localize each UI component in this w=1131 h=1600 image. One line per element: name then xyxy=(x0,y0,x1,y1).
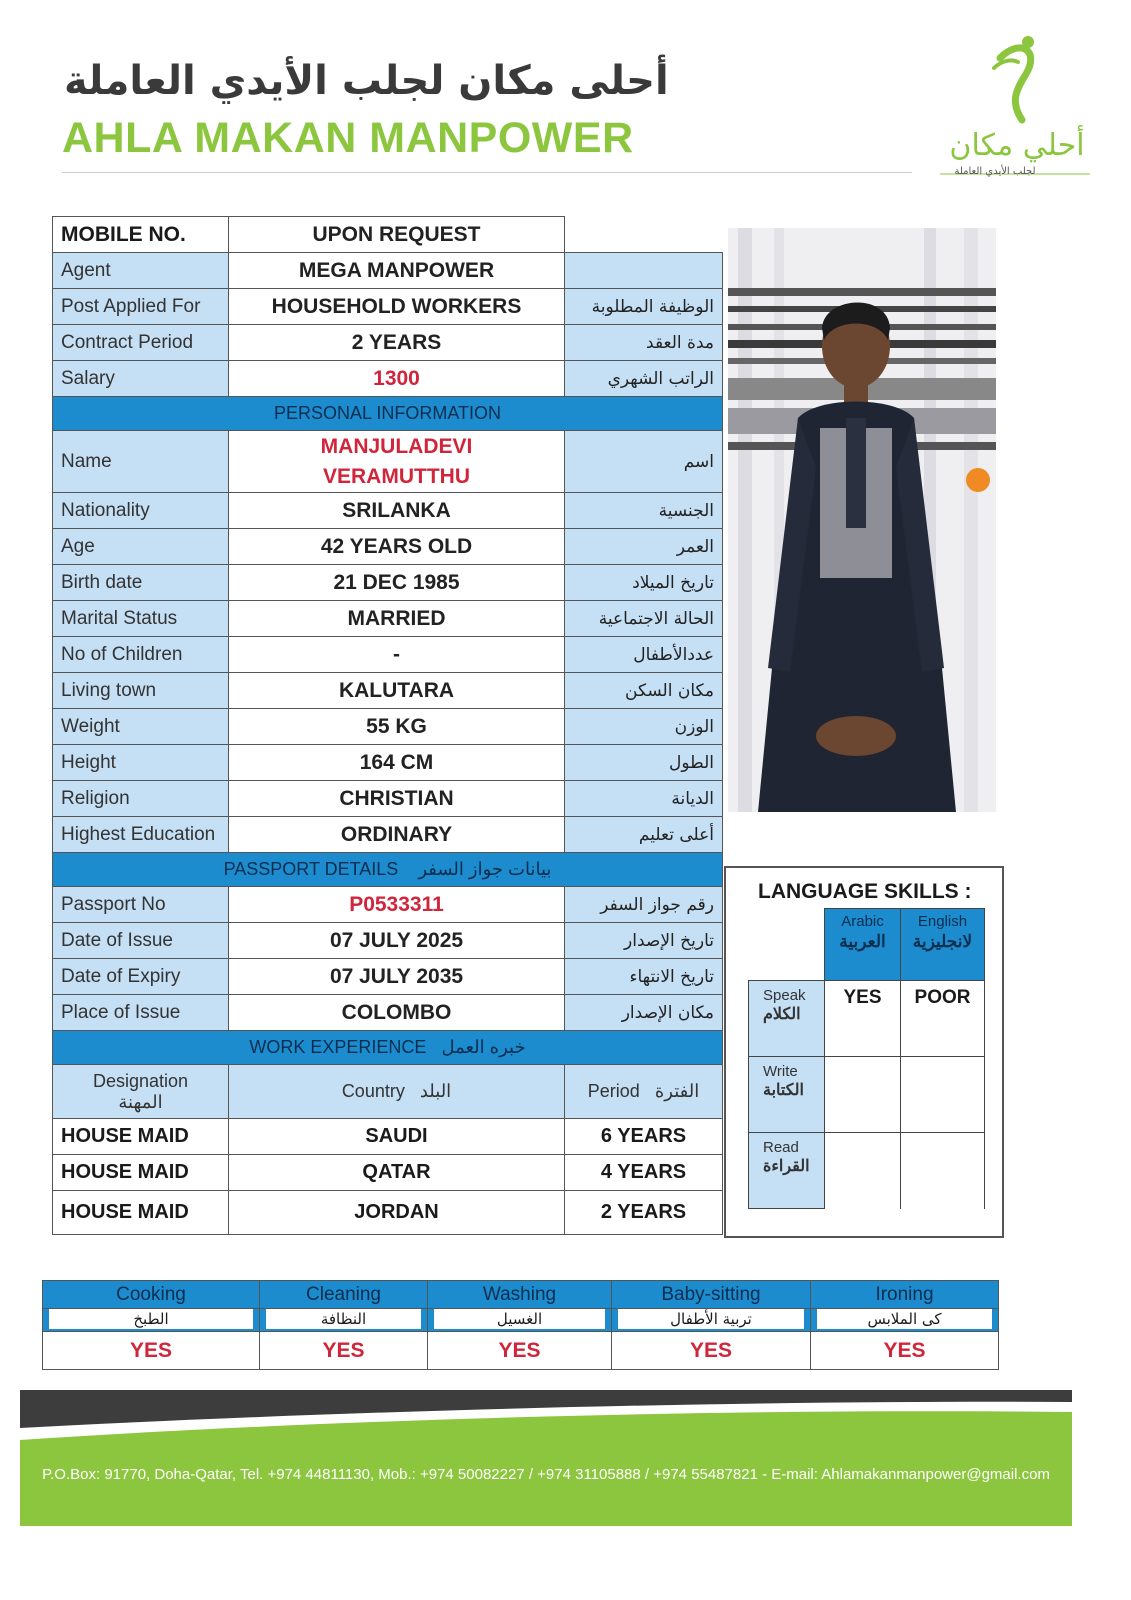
skill-name: Washing xyxy=(428,1281,612,1309)
work-designation: HOUSE MAID xyxy=(53,1191,229,1235)
name-line-1: MANJULADEVI xyxy=(320,434,473,458)
salary-label: Salary xyxy=(53,361,229,397)
issue-date-label: Date of Issue xyxy=(53,923,229,959)
work-period: 4 YEARS xyxy=(565,1155,723,1191)
skill-value: YES xyxy=(260,1332,428,1370)
skills-arabic-row xyxy=(43,1309,999,1332)
personal-section-title: PERSONAL INFORMATION xyxy=(53,397,723,431)
read-row-label xyxy=(749,1133,825,1209)
town-value: KALUTARA xyxy=(229,673,565,709)
designation-header: Designation xyxy=(92,1070,189,1091)
passport-section-header xyxy=(53,853,723,887)
passport-no-ar: رقم جواز السفر xyxy=(565,887,723,923)
skills-value-row xyxy=(43,1332,999,1370)
weight-value: 55 KG xyxy=(229,709,565,745)
education-ar: أعلى تعليم xyxy=(565,817,723,853)
expiry-date-ar: تاريخ الانتهاء xyxy=(565,959,723,995)
personal-section-header xyxy=(53,397,723,431)
issue-place-label: Place of Issue xyxy=(53,995,229,1031)
agent-row xyxy=(53,253,723,289)
skill-value: YES xyxy=(43,1332,260,1370)
candidate-photo xyxy=(728,228,996,812)
name-ar: اسم xyxy=(565,431,723,493)
name-label: Name xyxy=(53,431,229,493)
name-value xyxy=(229,431,565,493)
work-row xyxy=(53,1191,723,1235)
issue-place-ar: مكان الإصدار xyxy=(565,995,723,1031)
mobile-label: MOBILE NO. xyxy=(53,217,229,253)
birthdate-ar: تاريخ الميلاد xyxy=(565,565,723,601)
orange-dot-icon xyxy=(966,468,990,492)
work-section-title-ar: خبره العمل xyxy=(441,1037,526,1057)
issue-place-value: COLOMBO xyxy=(229,995,565,1031)
period-header-ar: الفترة xyxy=(654,1081,700,1101)
skill-value: YES xyxy=(612,1332,811,1370)
skill-name-ar: النظافة xyxy=(266,1309,421,1329)
designation-header-ar: المهنة xyxy=(118,1091,163,1112)
nationality-label: Nationality xyxy=(53,493,229,529)
skills-table xyxy=(42,1280,999,1370)
skill-value: YES xyxy=(811,1332,999,1370)
work-country: SAUDI xyxy=(229,1119,565,1155)
contract-ar: مدة العقد xyxy=(565,325,723,361)
arabic-header-en: Arabic xyxy=(841,913,884,930)
english-header-en: English xyxy=(917,913,968,930)
nationality-ar: الجنسية xyxy=(565,493,723,529)
salary-ar: الراتب الشهري xyxy=(565,361,723,397)
english-column-header xyxy=(901,909,985,981)
write-english-value xyxy=(901,1057,985,1133)
read-english-value xyxy=(901,1133,985,1209)
children-value: - xyxy=(229,637,565,673)
read-label: Read xyxy=(763,1139,799,1156)
personal-row xyxy=(53,493,723,529)
religion-value: CHRISTIAN xyxy=(229,781,565,817)
read-label-ar: القراءة xyxy=(763,1158,810,1175)
skill-name-ar: تربية الأطفال xyxy=(618,1309,804,1329)
work-period: 2 YEARS xyxy=(565,1191,723,1235)
personal-row xyxy=(53,745,723,781)
marital-value: MARRIED xyxy=(229,601,565,637)
speak-label-ar: الكلام xyxy=(763,1006,801,1023)
education-label: Highest Education xyxy=(53,817,229,853)
personal-row xyxy=(53,565,723,601)
write-arabic-value xyxy=(825,1057,901,1133)
cv-table xyxy=(52,216,723,1235)
nationality-value: SRILANKA xyxy=(229,493,565,529)
english-header-ar: لانجليزية xyxy=(912,932,973,951)
personal-row xyxy=(53,601,723,637)
mobile-value: UPON REQUEST xyxy=(229,217,565,253)
name-line-2: VERAMUTTHU xyxy=(323,464,470,488)
religion-ar: الديانة xyxy=(565,781,723,817)
weight-ar: الوزن xyxy=(565,709,723,745)
country-header-ar: البلد xyxy=(419,1081,452,1101)
footer-banner xyxy=(20,1390,1072,1526)
skill-name: Ironing xyxy=(811,1281,999,1309)
skill-value: YES xyxy=(428,1332,612,1370)
agent-value: MEGA MANPOWER xyxy=(229,253,565,289)
passport-row xyxy=(53,995,723,1031)
work-row xyxy=(53,1155,723,1191)
contract-row xyxy=(53,325,723,361)
children-ar: عددالأطفال xyxy=(565,637,723,673)
skill-name: Baby-sitting xyxy=(612,1281,811,1309)
speak-label: Speak xyxy=(763,987,806,1004)
personal-row xyxy=(53,673,723,709)
contract-label: Contract Period xyxy=(53,325,229,361)
skill-name-ar: الطبخ xyxy=(49,1309,253,1329)
passport-row xyxy=(53,959,723,995)
work-designation: HOUSE MAID xyxy=(53,1119,229,1155)
personal-row xyxy=(53,529,723,565)
town-label: Living town xyxy=(53,673,229,709)
skill-name: Cleaning xyxy=(260,1281,428,1309)
logo-arabic-text: أحلي مكان xyxy=(949,128,1085,163)
mobile-row xyxy=(53,217,723,253)
age-ar: العمر xyxy=(565,529,723,565)
personal-row xyxy=(53,709,723,745)
header-divider xyxy=(62,172,912,173)
age-label: Age xyxy=(53,529,229,565)
town-ar: مكان السكن xyxy=(565,673,723,709)
write-label: Write xyxy=(763,1063,798,1080)
post-value: HOUSEHOLD WORKERS xyxy=(229,289,565,325)
arabic-column-header xyxy=(825,909,901,981)
post-label: Post Applied For xyxy=(53,289,229,325)
birthdate-value: 21 DEC 1985 xyxy=(229,565,565,601)
work-section-header xyxy=(53,1031,723,1065)
marital-label: Marital Status xyxy=(53,601,229,637)
company-logo-icon xyxy=(930,28,1100,188)
skill-name: Cooking xyxy=(43,1281,260,1309)
marital-ar: الحالة الاجتماعية xyxy=(565,601,723,637)
skill-name-ar: الغسيل xyxy=(434,1309,605,1329)
work-header-row xyxy=(53,1065,723,1119)
company-name-english: AHLA MAKAN MANPOWER xyxy=(62,114,634,162)
work-row xyxy=(53,1119,723,1155)
name-row xyxy=(53,431,723,493)
agent-label: Agent xyxy=(53,253,229,289)
post-ar: الوظيفة المطلوبة xyxy=(565,289,723,325)
speak-row-label xyxy=(749,981,825,1057)
children-label: No of Children xyxy=(53,637,229,673)
read-arabic-value xyxy=(825,1133,901,1209)
issue-date-value: 07 JULY 2025 xyxy=(229,923,565,959)
weight-label: Weight xyxy=(53,709,229,745)
religion-label: Religion xyxy=(53,781,229,817)
salary-value: 1300 xyxy=(229,361,565,397)
skill-name-ar: كى الملابس xyxy=(817,1309,992,1329)
salary-row xyxy=(53,361,723,397)
work-designation: HOUSE MAID xyxy=(53,1155,229,1191)
skills-name-row xyxy=(43,1281,999,1309)
birthdate-label: Birth date xyxy=(53,565,229,601)
passport-row xyxy=(53,887,723,923)
work-section-title: WORK EXPERIENCE xyxy=(249,1037,427,1057)
contract-value: 2 YEARS xyxy=(229,325,565,361)
language-skills-box xyxy=(724,866,1004,1238)
height-ar: الطول xyxy=(565,745,723,781)
speak-arabic-value: YES xyxy=(825,981,901,1057)
country-header: Country xyxy=(341,1081,405,1101)
passport-section-title: PASSPORT DETAILS xyxy=(223,859,399,879)
language-skills-table xyxy=(748,908,985,1209)
height-label: Height xyxy=(53,745,229,781)
language-skills-title: LANGUAGE SKILLS : xyxy=(758,880,972,903)
passport-row xyxy=(53,923,723,959)
company-name-arabic: أحلى مكان لجلب الأيدي العاملة xyxy=(64,58,669,104)
age-value: 42 YEARS OLD xyxy=(229,529,565,565)
post-row xyxy=(53,289,723,325)
height-value: 164 CM xyxy=(229,745,565,781)
footer-contact: P.O.Box: 91770, Doha-Qatar, Tel. +974 44811130, Mob.: +974 50082227 / +974 31105888 / +974 55487821 - E-mail: Ahlamakanmanpower@gmail.com xyxy=(42,1466,1050,1483)
personal-row xyxy=(53,817,723,853)
logo-arabic-subtext: لجلب الأيدي العاملة xyxy=(954,166,1036,177)
agent-ar xyxy=(565,253,723,289)
work-country: QATAR xyxy=(229,1155,565,1191)
expiry-date-value: 07 JULY 2035 xyxy=(229,959,565,995)
passport-section-title-ar: بيانات جواز السفر xyxy=(418,859,552,879)
personal-row xyxy=(53,781,723,817)
personal-row xyxy=(53,637,723,673)
work-country: JORDAN xyxy=(229,1191,565,1235)
work-period: 6 YEARS xyxy=(565,1119,723,1155)
passport-no-label: Passport No xyxy=(53,887,229,923)
write-label-ar: الكتابة xyxy=(763,1082,804,1099)
education-value: ORDINARY xyxy=(229,817,565,853)
speak-english-value: POOR xyxy=(901,981,985,1057)
expiry-date-label: Date of Expiry xyxy=(53,959,229,995)
write-row-label xyxy=(749,1057,825,1133)
issue-date-ar: تاريخ الإصدار xyxy=(565,923,723,959)
period-header: Period xyxy=(587,1081,640,1101)
arabic-header-ar: العربية xyxy=(839,932,886,951)
passport-no-value: P0533311 xyxy=(229,887,565,923)
